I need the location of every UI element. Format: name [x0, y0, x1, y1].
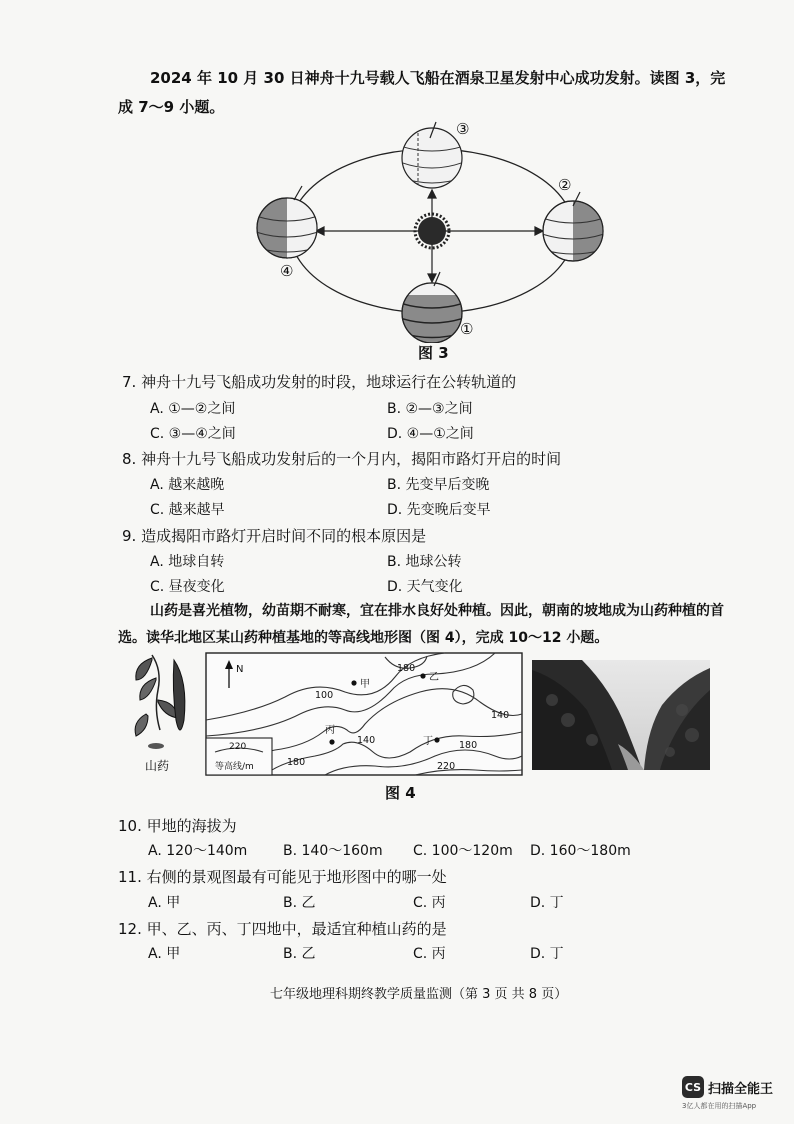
earth-position-2 [542, 192, 608, 264]
svg-text:180: 180 [459, 740, 478, 751]
label-2: ② [558, 176, 572, 194]
earth-orbit-diagram [250, 118, 620, 343]
figure4-caption: 图 4 [385, 784, 416, 802]
q9-stem: 9. 造成揭阳市路灯开启时间不同的根本原因是 [122, 527, 427, 545]
scanner-tagline: 3亿人都在用的扫描App [682, 1102, 757, 1110]
q10-option-a: A. 120～140m [148, 843, 248, 859]
q8-option-b: B. 先变早后变晚 [387, 477, 490, 493]
contour-map [205, 652, 523, 776]
svg-text:180: 180 [287, 757, 306, 768]
point-ding-label: 丁 [423, 736, 433, 747]
svg-text:180: 180 [397, 663, 416, 674]
point-yi-label: 乙 [429, 672, 439, 683]
label-3: ③ [456, 120, 470, 138]
q12-option-c: C. 丙 [413, 946, 446, 962]
q12-option-a: A. 甲 [148, 946, 181, 962]
q9-option-b: B. 地球公转 [387, 554, 462, 570]
sun-icon [415, 214, 449, 248]
q8-option-c: C. 越来越早 [150, 502, 225, 518]
point-bing-dot [329, 739, 334, 744]
plant-label: 山药 [145, 759, 170, 773]
page-footer: 七年级地理科期终教学质量监测（第 3 页 共 8 页） [270, 987, 568, 1002]
q11-option-c: C. 丙 [413, 895, 446, 911]
q8-stem: 8. 神舟十九号飞船成功发射后的一个月内，揭阳市路灯开启的时间 [122, 450, 562, 468]
legend-label: 等高线/m [215, 762, 254, 772]
q7-option-c: C. ③—④之间 [150, 426, 236, 442]
intro-text: 2024 年 10 月 30 日神舟十九号载人飞船在酒泉卫星发射中心成功发射。读图 3，完成 7～9 小题。 [118, 69, 726, 116]
q12-option-d: D. 丁 [530, 946, 564, 962]
figure3-caption: 图 3 [418, 344, 449, 362]
svg-text:140: 140 [491, 710, 510, 721]
q10-option-d: D. 160～180m [530, 843, 631, 859]
intro2-text: 山药是喜光植物，幼苗期不耐寒，宜在排水良好处种植。因此，朝南的坡地成为山药种植的首选。读华北地区某山药种植基地的等高线地形图（图 4），完成 10～12 小题。 [118, 603, 724, 646]
earth-position-3 [400, 122, 464, 188]
q9-option-d: D. 天气变化 [387, 579, 463, 595]
label-4: ④ [280, 262, 294, 280]
svg-text:100: 100 [315, 690, 334, 701]
label-1: ① [460, 320, 474, 338]
point-jia-dot [351, 680, 356, 685]
legend-value: 220 [229, 742, 247, 752]
q11-option-b: B. 乙 [283, 895, 316, 911]
earth-position-4 [256, 186, 322, 264]
scanner-name: 扫描全能王 [708, 1081, 774, 1097]
scanner-logo-icon: CS [682, 1076, 704, 1098]
q9-option-a: A. 地球自转 [150, 554, 225, 570]
q11-stem: 11. 右侧的景观图最有可能见于地形图中的哪一处 [118, 868, 447, 886]
q7-option-d: D. ④—①之间 [387, 426, 474, 442]
q8-option-a: A. 越来越晚 [150, 477, 225, 493]
earth-position-1 [400, 272, 464, 343]
svg-text:220: 220 [437, 761, 456, 772]
scanner-watermark [682, 1076, 773, 1111]
point-yi-dot [420, 673, 425, 678]
point-jia-label: 甲 [360, 679, 370, 690]
q11-option-a: A. 甲 [148, 895, 181, 911]
north-label: N [236, 664, 244, 675]
q9-option-c: C. 昼夜变化 [150, 579, 225, 595]
point-ding-dot [434, 737, 439, 742]
valley-landscape-photo [532, 660, 710, 770]
q7-stem: 7. 神舟十九号飞船成功发射的时段，地球运行在公转轨道的 [122, 373, 517, 391]
q7-option-a: A. ①—②之间 [150, 401, 236, 417]
q10-option-b: B. 140～160m [283, 843, 383, 859]
q12-option-b: B. 乙 [283, 946, 316, 962]
q11-option-d: D. 丁 [530, 895, 564, 911]
q10-stem: 10. 甲地的海拔为 [118, 817, 237, 835]
q8-option-d: D. 先变晚后变早 [387, 502, 491, 518]
svg-text:140: 140 [357, 735, 376, 746]
q12-stem: 12. 甲、乙、丙、丁四地中，最适宜种植山药的是 [118, 920, 447, 938]
q10-option-c: C. 100～120m [413, 843, 513, 859]
q7-option-b: B. ②—③之间 [387, 401, 473, 417]
point-bing-label: 丙 [325, 725, 335, 736]
